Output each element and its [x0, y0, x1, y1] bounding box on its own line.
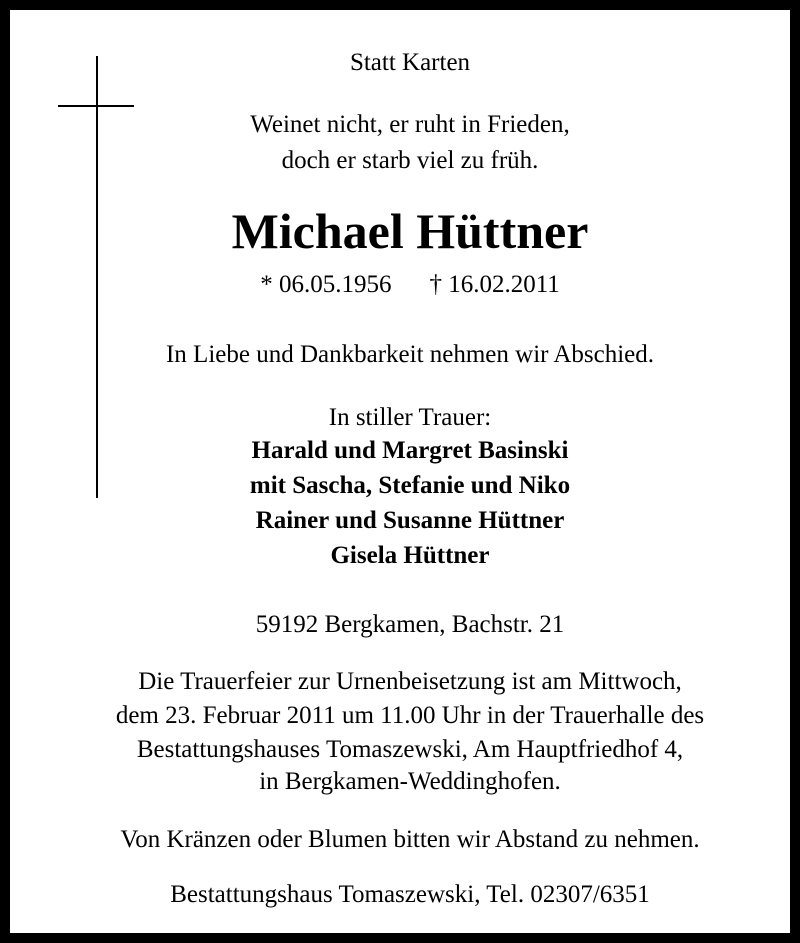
verse-line-1: Weinet nicht, er ruht in Frieden,: [250, 111, 570, 138]
verse-line-2: doch er starb viel zu früh.: [281, 147, 539, 174]
family-address: 59192 Bergkamen, Bachstr. 21: [255, 611, 565, 638]
ceremony-line: Bestattungshauses Tomaszewski, Am Hauptfriedhof 4,: [136, 736, 684, 763]
mourner-line: Rainer und Susanne Hüttner: [255, 507, 565, 534]
life-dates: [10, 272, 800, 297]
ceremony-line: Die Trauerfeier zur Urnenbeisetzung ist am Mittwoch,: [138, 668, 682, 695]
flowers-request: Von Kränzen oder Blumen bitten wir Abstand zu nehmen.: [120, 826, 700, 853]
birth-date: * 06.05.1956: [260, 271, 392, 298]
deceased-name: Michael Hüttner: [231, 203, 589, 259]
undertaker-contact: Bestattungshaus Tomaszewski, Tel. 02307/6351: [170, 881, 650, 908]
mourner-line: Gisela Hüttner: [330, 542, 490, 569]
death-date: † 16.02.2011: [429, 271, 560, 298]
mourner-line: Harald und Margret Basinski: [251, 437, 569, 464]
statt-karten-heading: Statt Karten: [349, 49, 471, 76]
mourners-intro: In stiller Trauer:: [328, 404, 492, 431]
ceremony-line: in Bergkamen-Weddinghofen.: [259, 768, 561, 795]
cross-horizontal-bar: [58, 105, 134, 107]
mourner-line: mit Sascha, Stefanie und Niko: [249, 472, 571, 499]
farewell-text: In Liebe und Dankbarkeit nehmen wir Abschied.: [165, 341, 655, 368]
ceremony-line: dem 23. Februar 2011 um 11.00 Uhr in der Trauerhalle des: [115, 702, 705, 729]
